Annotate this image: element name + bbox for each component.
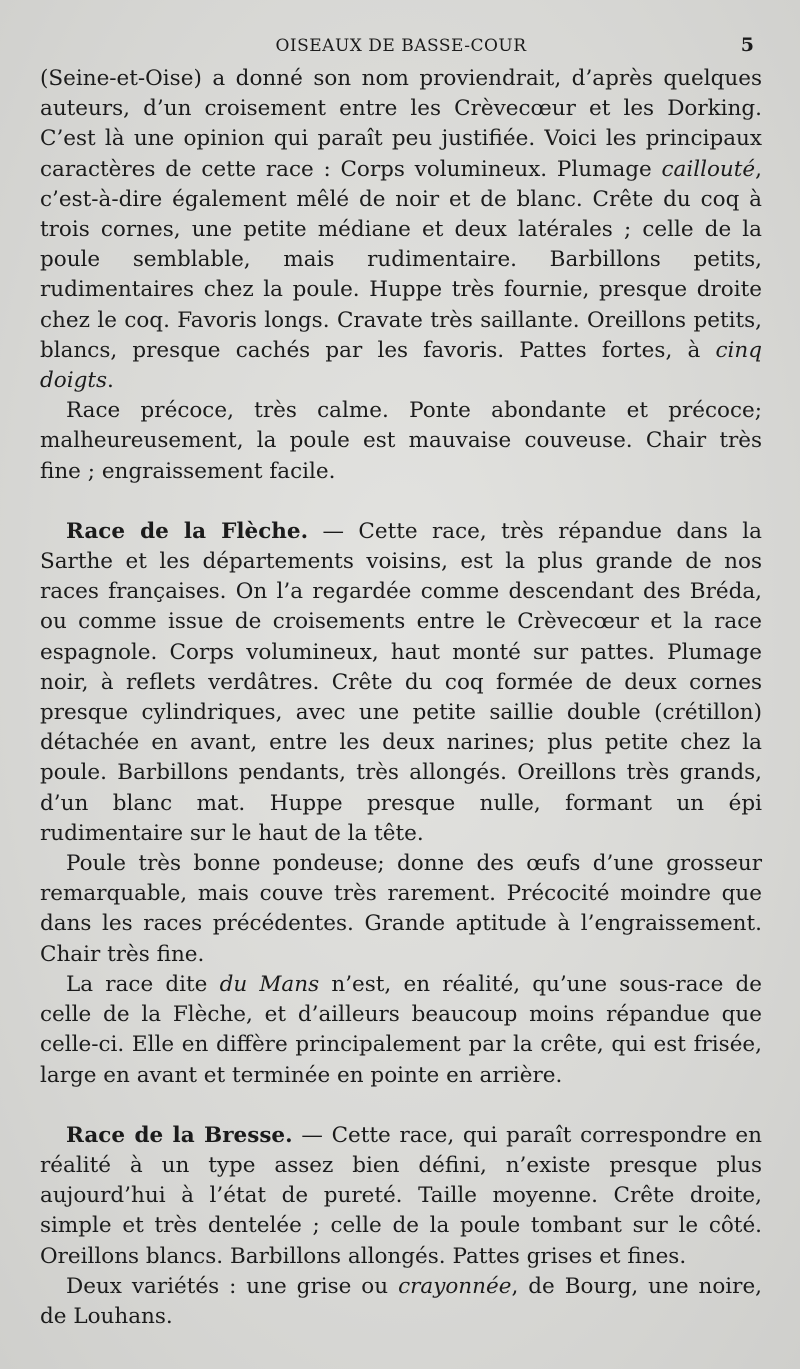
section-heading: Race de la Flèche. [66,518,309,544]
text-run: — Cette race, très répandue dans la Sarthe et les départements voisins, est la plus grande de nos races françaises. On l’a regardée comme descendant des Bréda, ou comme issue de croisements entre le Crèvecœur et la race espagnole. Corps volumineux, haut monté sur pattes. Plumage noir, à reflets verdâtres. Crête du coq formée de deux cornes presque cylindriques, avec une petite saillie double (crétillon) détachée en avant, entre les deux narines; plus petite chez la poule. Barbillons pendants, très allongés. Oreillons très grands, d’un blanc mat. Huppe presque nulle, formant un épi rudimentaire sur le haut de la tête. [40,518,763,846]
paragraph-bresse-varieties [40,1272,762,1332]
section-heading: Race de la Bresse. [66,1122,293,1148]
page-header [40,28,762,64]
italic-term: crayonnée [398,1273,512,1299]
text-run: — Cette race, qui paraît correspondre en réalité à un type assez bien défini, n’existe presque plus aujourd’hui à l’état de pureté. Taille moyenne. Crête droite, simple et très dentelée ; celle de la poule tombant sur le côté. Oreillons blancs. Barbillons allongés. Pattes grises et fines. [40,1122,762,1269]
italic-term: du Mans [219,971,320,997]
paragraph-crevecoeur-qualities: Race précoce, très calme. Ponte abondante et précoce; malheureusement, la poule est mauvaise couveuse. Chair très fine ; engraissement facile. [40,398,762,484]
italic-term: caillouté [661,156,756,182]
text-run: La race dite [66,971,220,997]
paragraph-bresse-description [40,1121,762,1272]
text-run: (Seine-et-Oise) a donné son nom proviendrait, d’après quelques auteurs, d’un croisement entre les Crèvecœur et les Dorking. C’est là une opinion qui paraît peu justifiée. Voici les principaux caractères de cette race : Corps volumineux. Plumage [40,66,762,182]
text-run: . [107,368,114,394]
page-number: 5 [740,34,754,56]
text-run: , c’est-à-dire également mêlé de noir et de blanc. Crête du coq à trois cornes, une petite médiane et deux latérales ; celle de la poule semblable, mais rudimentaire. Barbillons petits, rudimentaires chez la poule. Huppe très fournie, presque droite chez le coq. Favoris longs. Cravate très saillante. Oreillons petits, blancs, presque cachés par les favoris. Pattes fortes, à [40,156,762,363]
italic-term: cinq doigts [40,337,762,394]
running-title: OISEAUX DE BASSE-COUR [275,36,527,56]
paragraph-fleche-description [40,517,762,849]
text-run: Deux variétés : une grise ou [66,1273,399,1299]
section-gap [40,487,762,517]
paragraph-crevecoeur-description [40,64,762,396]
section-gap [40,1091,762,1121]
text-run: , de Bourg, une noire, de Louhans. [40,1273,763,1329]
paragraph-fleche-qualities: Poule très bonne pondeuse; donne des œufs d’une grosseur remarquable, mais couve très rarement. Précocité moindre que dans les races précédentes. Grande aptitude à l’engraissement. Chair très fine. [40,851,762,967]
paragraph-du-mans [40,970,762,1091]
text-run: n’est, en réalité, qu’une sous-race de celle de la Flèche, et d’ailleurs beaucoup moins répandue que celle-ci. Elle en diffère principalement par la crête, qui est frisée, large en avant et terminée en pointe en arrière. [40,971,762,1088]
